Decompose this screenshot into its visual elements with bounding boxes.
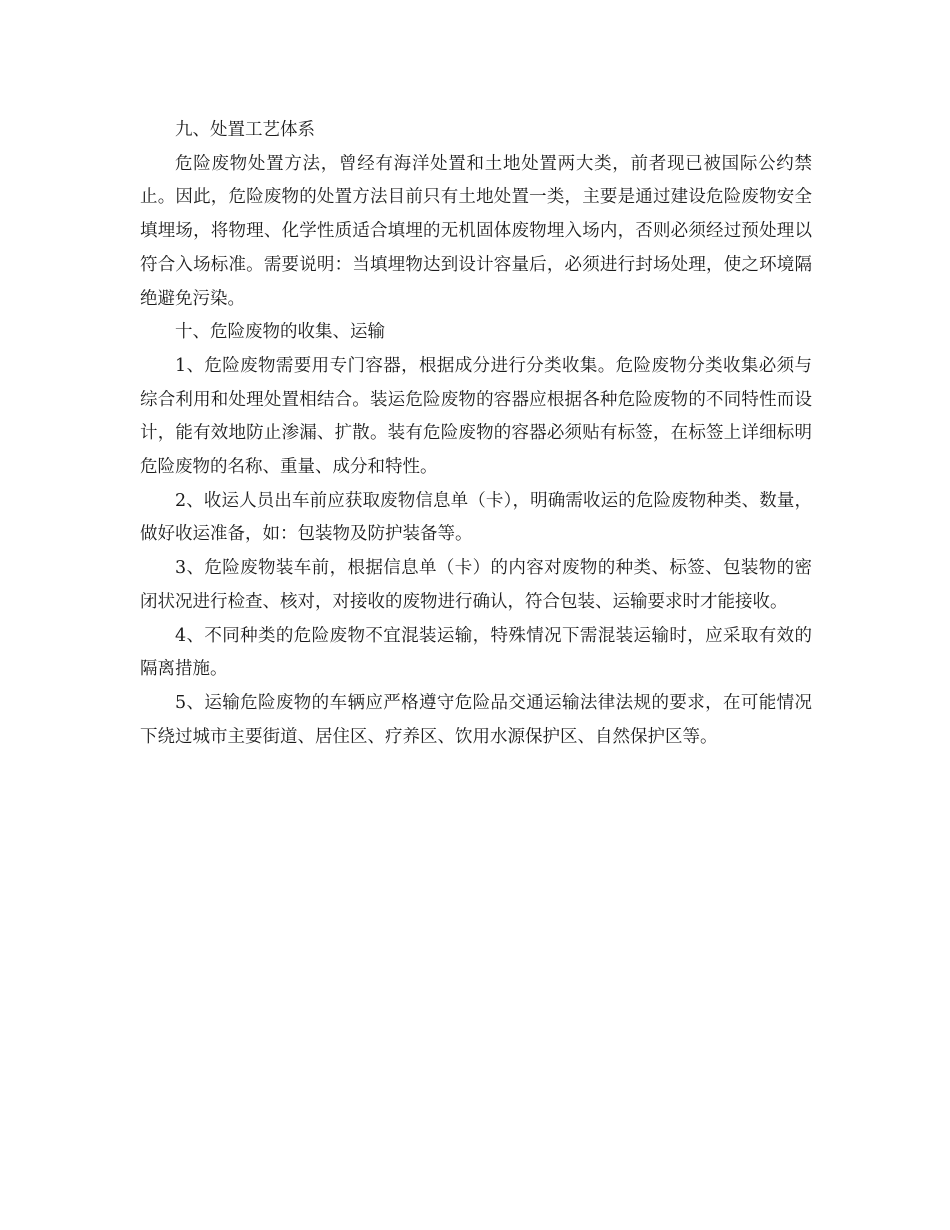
document-body (140, 114, 812, 754)
paragraph-item-3: 3、危险废物装车前，根据信息单（卡）的内容对废物的种类、标签、包装物的密闭状况进行检查、核对，对接收的废物进行确认，符合包装、运输要求时才能接收。 (140, 558, 812, 612)
paragraph-item-4: 4、不同种类的危险废物不宜混装运输，特殊情况下需混装运输时，应采取有效的隔离措施。 (140, 625, 812, 680)
paragraph-disposal-methods: 危险废物处置方法，曾经有海洋处置和土地处置两大类，前者现已被国际公约禁止。因此，危险废物的处置方法目前只有土地处置一类，主要是通过建设危险废物安全填埋场，将物理、化学性质适合填埋的无机固体废物埋入场内，否则必须经过预处理以符合入场标准。需要说明：当填埋物达到设计容量后，必须进行封场处理，使之环境隔绝避免污染。 (140, 153, 812, 309)
paragraph-item-5: 5、运输危险废物的车辆应严格遵守危险品交通运输法律法规的要求，在可能情况下绕过城市主要街道、居住区、疗养区、饮用水源保护区、自然保护区等。 (140, 692, 812, 747)
section-heading-10: 十、危险废物的收集、运输 (175, 322, 385, 343)
paragraph-item-1: 1、危险废物需要用专门容器，根据成分进行分类收集。危险废物分类收集必须与综合利用和处理处置相结合。装运危险废物的容器应根据各种危险废物的不同特性而设计，能有效地防止渗漏、扩散。装有危险废物的容器必须贴有标签，在标签上详细标明危险废物的名称、重量、成分和特性。 (140, 355, 812, 478)
section-heading-9: 九、处置工艺体系 (175, 120, 315, 140)
paragraph-item-2: 2、收运人员出车前应获取废物信息单（卡），明确需收运的危险废物种类、数量，做好收运准备，如：包装物及防护装备等。 (140, 490, 812, 545)
